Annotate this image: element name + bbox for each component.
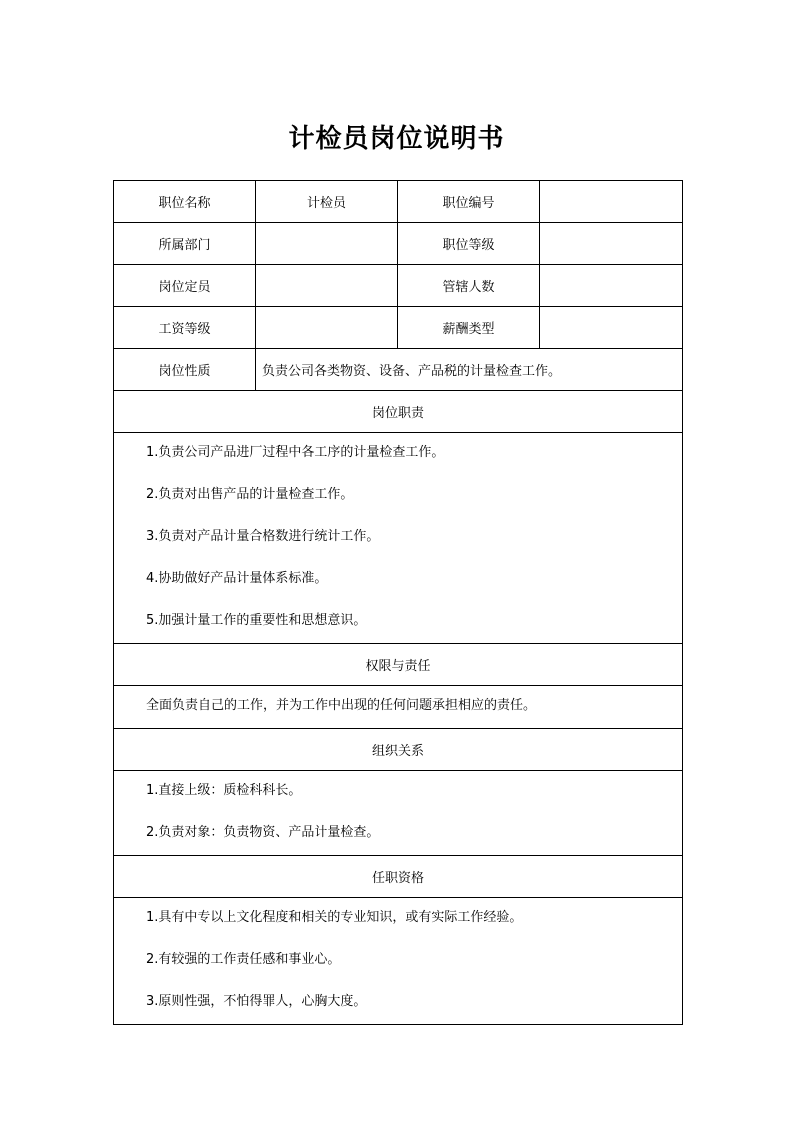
table-row xyxy=(114,349,683,391)
duties-heading: 岗位职责 xyxy=(114,391,683,433)
table-row xyxy=(114,307,683,349)
list-item: 全面负责自己的工作，并为工作中出现的任何问题承担相应的责任。 xyxy=(146,698,537,713)
table-row xyxy=(114,686,683,729)
position-code-label: 职位编号 xyxy=(398,181,540,223)
pay-type-value xyxy=(540,307,683,349)
position-code-value xyxy=(540,181,683,223)
list-item: 1.直接上级：质检科科长。 xyxy=(146,783,302,798)
list-item: 3.负责对产品计量合格数进行统计工作。 xyxy=(146,529,380,544)
qualifications-list xyxy=(114,898,683,1025)
list-item: 5.加强计量工作的重要性和思想意识。 xyxy=(146,613,367,628)
department-label: 所属部门 xyxy=(114,223,256,265)
nature-value: 负责公司各类物资、设备、产品税的计量检查工作。 xyxy=(256,349,683,391)
position-grade-label: 职位等级 xyxy=(398,223,540,265)
position-name-label: 职位名称 xyxy=(114,181,256,223)
list-item: 3.原则性强，不怕得罪人，心胸大度。 xyxy=(146,994,367,1009)
table-row xyxy=(114,181,683,223)
duties-list xyxy=(114,433,683,644)
headcount-value xyxy=(256,265,398,307)
table-row xyxy=(114,265,683,307)
headcount-label: 岗位定员 xyxy=(114,265,256,307)
table-row xyxy=(114,898,683,1025)
document-title: 计检员岗位说明书 xyxy=(288,124,505,154)
managed-count-label: 管辖人数 xyxy=(398,265,540,307)
list-item: 2.负责对象：负责物资、产品计量检查。 xyxy=(146,825,380,840)
organization-list xyxy=(114,771,683,856)
qualifications-heading: 任职资格 xyxy=(114,856,683,898)
list-item: 2.负责对出售产品的计量检查工作。 xyxy=(146,487,354,502)
authority-heading: 权限与责任 xyxy=(114,644,683,686)
table-row xyxy=(114,433,683,644)
managed-count-value xyxy=(540,265,683,307)
table-row xyxy=(114,771,683,856)
position-grade-value xyxy=(540,223,683,265)
table-row xyxy=(114,391,683,433)
table-row xyxy=(114,223,683,265)
pay-type-label: 薪酬类型 xyxy=(398,307,540,349)
salary-grade-value xyxy=(256,307,398,349)
organization-heading: 组织关系 xyxy=(114,729,683,771)
list-item: 2.有较强的工作责任感和事业心。 xyxy=(146,952,341,967)
position-name-value: 计检员 xyxy=(256,181,398,223)
job-description-table xyxy=(113,180,683,1025)
list-item: 1.具有中专以上文化程度和相关的专业知识，或有实际工作经验。 xyxy=(146,910,523,925)
authority-list xyxy=(114,686,683,729)
table-row xyxy=(114,856,683,898)
nature-label: 岗位性质 xyxy=(114,349,256,391)
table-row xyxy=(114,729,683,771)
list-item: 1.负责公司产品进厂过程中各工序的计量检查工作。 xyxy=(146,445,445,460)
list-item: 4.协助做好产品计量体系标准。 xyxy=(146,571,328,586)
department-value xyxy=(256,223,398,265)
table-row xyxy=(114,644,683,686)
salary-grade-label: 工资等级 xyxy=(114,307,256,349)
